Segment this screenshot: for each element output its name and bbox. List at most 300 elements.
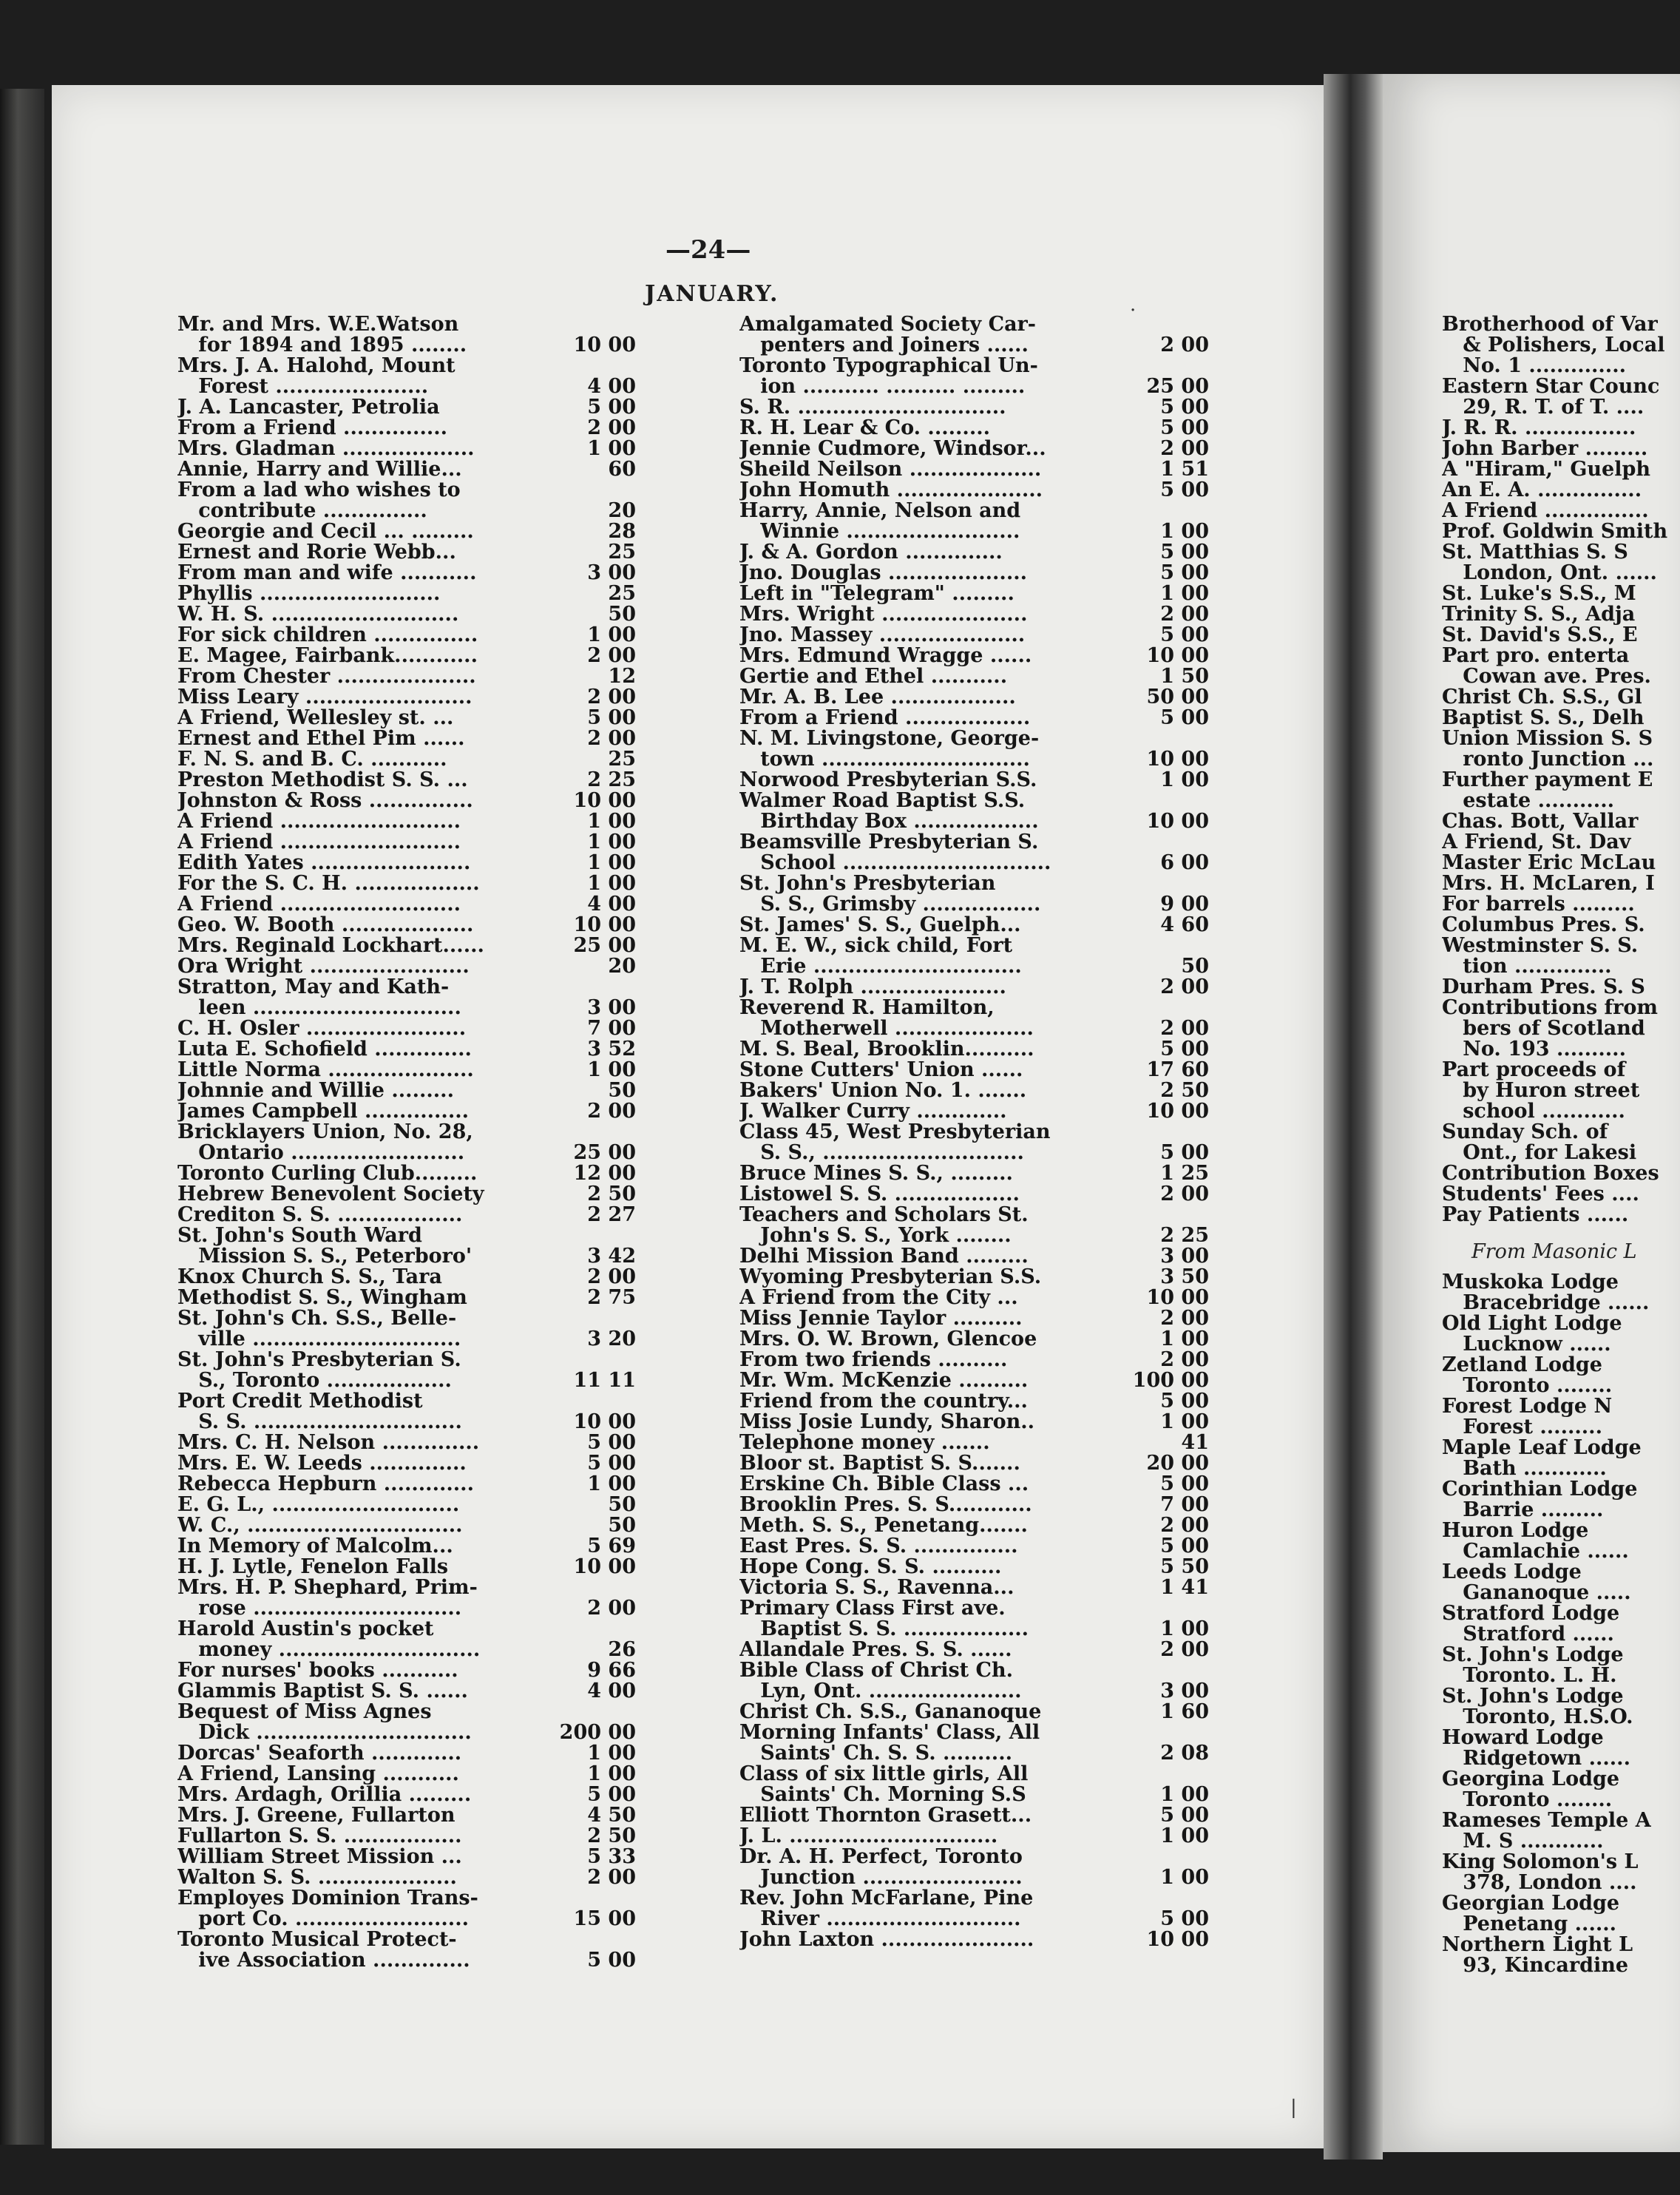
entry-amount: 5 00 [1160,1390,1209,1413]
entry-donor: Mrs. C. H. Nelson .............. [177,1433,480,1453]
entry-amount: 2 00 [1160,1348,1209,1371]
entry-amount: 9 00 [1160,893,1209,916]
ledger-entry [177,728,643,749]
ledger-column-1 [177,314,643,1971]
ledger-entry [1442,1541,1680,1562]
entry-donor: Miss Leary ........................ [177,687,472,708]
entry-donor: J. L. .............................. [739,1826,998,1847]
ledger-entry [739,936,1213,956]
ledger-entry [1442,977,1680,998]
entry-amount: 15 00 [573,1907,636,1930]
ledger-entry [1442,625,1680,646]
ledger-entry [1442,1376,1680,1396]
entry-donor: Bruce Mines S. S., ......... [739,1163,1013,1184]
ledger-entry [739,832,1213,853]
ledger-entry [739,1495,1213,1515]
ledger-entry [1442,811,1680,832]
ledger-entry [177,1660,643,1681]
ledger-entry [177,1764,643,1785]
entry-amount: 7 00 [587,1017,636,1040]
entry-amount: 4 00 [587,893,636,916]
ledger-entry [177,1640,643,1660]
ledger-entry [1442,1790,1680,1810]
entry-donor: Maple Leaf Lodge [1442,1438,1642,1458]
entry-amount: 5 00 [587,706,636,729]
entry-amount: 1 00 [587,1058,636,1081]
entry-donor: Part proceeds of [1442,1060,1626,1080]
ledger-entry [739,563,1213,584]
entry-amount: 3 00 [587,561,636,584]
ledger-entry [177,1577,643,1598]
entry-donor: Preston Methodist S. S. ... [177,770,468,791]
ledger-entry [1442,1583,1680,1603]
entry-donor: Erskine Ch. Bible Class ... [739,1474,1029,1495]
entry-donor: Toronto. L. H. [1442,1665,1617,1686]
entry-donor: Camlachie ...... [1442,1541,1629,1562]
entry-amount: 25 00 [573,1141,636,1164]
entry-amount: 2 00 [587,1100,636,1123]
ledger-entry [739,1557,1213,1577]
ledger-entry [177,977,643,998]
entry-amount: 2 00 [1160,1017,1209,1040]
entry-donor: Erie .............................. [739,956,1022,977]
entry-amount: 3 00 [1160,1245,1209,1268]
entry-amount: 5 50 [1160,1555,1209,1578]
entry-donor: Jno. Massey ..................... [739,625,1026,646]
entry-amount: 1 00 [587,1762,636,1785]
ledger-entry [739,1681,1213,1702]
entry-donor: M. S. Beal, Brooklin.......... [739,1039,1034,1060]
ledger-entry [177,1080,643,1101]
entry-amount: 5 00 [1160,416,1209,439]
ledger-entry [1442,687,1680,708]
entry-donor: Phyllis .......................... [177,584,441,604]
entry-donor: ronto Junction ... [1442,749,1654,770]
ledger-entry [177,832,643,853]
entry-donor: Rameses Temple A [1442,1810,1651,1831]
entry-donor: Stratford ...... [1442,1624,1614,1645]
ledger-entry [177,376,643,397]
entry-donor: M. E. W., sick child, Fort [739,936,1013,956]
entry-donor: Contributions from [1442,998,1658,1018]
entry-donor: leen .............................. [177,998,461,1018]
ledger-entry [1442,1603,1680,1624]
entry-amount: 28 [608,520,636,543]
entry-donor: Wyoming Presbyterian S.S. [739,1267,1042,1288]
ledger-entry [739,1267,1213,1288]
entry-donor: Motherwell .................... [739,1018,1034,1039]
ledger-entry [739,1847,1213,1867]
entry-donor: Hope Cong. S. S. .......... [739,1557,1002,1577]
entry-donor: Union Mission S. S [1442,728,1653,749]
entry-donor: Huron Lodge [1442,1521,1589,1541]
entry-amount: 50 [608,1493,636,1516]
ledger-entry [1442,1313,1680,1334]
entry-donor: Ora Wright ....................... [177,956,470,977]
entry-amount: 5 00 [587,396,636,419]
ledger-entry [1442,1018,1680,1039]
entry-donor: Chas. Bott, Vallar [1442,811,1639,832]
ledger-entry [177,749,643,770]
entry-donor: Amalgamated Society Car- [739,314,1036,335]
entry-donor: No. 1 .............. [1442,356,1626,376]
entry-donor: Walmer Road Baptist S.S. [739,791,1026,811]
ledger-entry [1442,1914,1680,1935]
entry-donor: Sheild Neilson ................... [739,459,1042,480]
entry-donor: Harold Austin's pocket [177,1619,434,1640]
ledger-entry [1442,791,1680,811]
ledger-entry [1442,1396,1680,1417]
entry-donor: Muskoka Lodge [1442,1272,1619,1293]
entry-donor: S. S., ............................. [739,1143,1024,1163]
ledger-entry [1442,1728,1680,1748]
entry-donor: Meth. S. S., Penetang....... [739,1515,1028,1536]
entry-donor: Fullarton S. S. ................. [177,1826,462,1847]
entry-amount: 25 [608,541,636,564]
entry-donor: A "Hiram," Guelph [1442,459,1650,480]
entry-donor: Students' Fees .... [1442,1184,1639,1205]
entry-donor: Trinity S. S., Adja [1442,604,1636,625]
ledger-entry [1442,666,1680,687]
ledger-entry [1442,915,1680,936]
ledger-entry [1442,1355,1680,1376]
entry-donor: Eastern Star Counc [1442,376,1660,397]
entry-donor: Employes Dominion Trans- [177,1888,478,1909]
ledger-entry [177,480,643,501]
ledger-entry [739,1412,1213,1433]
ledger-entry [1442,1334,1680,1355]
entry-donor: Glammis Baptist S. S. ...... [177,1681,468,1702]
entry-amount: 20 00 [1146,1452,1209,1475]
ledger-entry [739,1660,1213,1681]
ledger-entry [739,1205,1213,1225]
entry-donor: Brotherhood of Var [1442,314,1658,335]
ink-mark: · [1130,300,1137,322]
ledger-entry [177,1060,643,1080]
ledger-entry [1442,749,1680,770]
ledger-entry [177,1391,643,1412]
ledger-entry [1442,584,1680,604]
ledger-entry [739,356,1213,376]
entry-amount: 1 00 [587,810,636,833]
ledger-entry [177,356,643,376]
entry-donor: J. & A. Gordon .............. [739,542,1003,563]
entry-amount: 100 00 [1132,1369,1209,1392]
entry-donor: Mrs. O. W. Brown, Glencoe [739,1329,1037,1350]
entry-donor: From Chester .................... [177,666,476,687]
entry-amount: 2 00 [587,1597,636,1620]
entry-donor: 378, London .... [1442,1873,1637,1893]
entry-donor: A Friend, Wellesley st. ... [177,708,454,728]
ledger-entry [1442,1163,1680,1184]
entry-donor: Annie, Harry and Willie... [177,459,462,480]
entry-amount: 10 00 [573,913,636,936]
ledger-entry [177,956,643,977]
entry-donor: money ............................. [177,1640,481,1660]
entry-donor: ion ........... .......... ......... [739,376,1026,397]
entry-amount: 60 [608,458,636,481]
entry-donor: contribute ............... [177,501,427,521]
entry-donor: Birthday Box .................. [739,811,1039,832]
ledger-entry [177,335,643,356]
entry-donor: St. David's S.S., E [1442,625,1638,646]
ledger-entry [177,1225,643,1246]
entry-amount: 5 00 [1160,1907,1209,1930]
entry-donor: town .............................. [739,749,1030,770]
entry-donor: Johnston & Ross ............... [177,791,473,811]
ledger-entry [739,1743,1213,1764]
ledger-entry [177,418,643,439]
entry-donor: S., Toronto .................. [177,1370,452,1391]
entry-donor: Stone Cutters' Union ...... [739,1060,1023,1080]
entry-amount: 25 00 [573,934,636,957]
entry-amount: 2 00 [587,686,636,708]
entry-amount: 2 00 [1160,334,1209,356]
ledger-entry [1442,1707,1680,1728]
entry-amount: 3 50 [1160,1265,1209,1288]
ledger-entry [177,1205,643,1225]
ledger-entry [1442,1810,1680,1831]
entry-donor: Hebrew Benevolent Society [177,1184,484,1205]
entry-amount: 50 [1181,955,1209,978]
entry-donor: E. Magee, Fairbank............ [177,646,478,666]
entry-donor: Mrs. Edmund Wragge ...... [739,646,1032,666]
entry-donor: Georgie and Cecil ... ......... [177,521,474,542]
ledger-entry [177,542,643,563]
ledger-entry [739,335,1213,356]
ledger-entry [739,542,1213,563]
entry-donor: Saints' Ch. Morning S.S [739,1785,1026,1805]
ledger-entry [1442,1500,1680,1521]
ledger-entry [739,1888,1213,1909]
entry-amount: 10 00 [573,334,636,356]
entry-donor: Mrs. E. W. Leeds .............. [177,1453,467,1474]
entry-amount: 4 00 [587,1680,636,1702]
entry-donor: John Homuth ..................... [739,480,1043,501]
entry-amount: 3 20 [587,1328,636,1350]
ledger-entry [177,1412,643,1433]
section-heading-masonic: From Masonic L [1471,1240,1637,1263]
entry-amount: 2 75 [587,1286,636,1309]
entry-donor: St. John's Lodge [1442,1686,1624,1707]
ledger-entry [177,1867,643,1888]
entry-donor: St. Luke's S.S., M [1442,584,1636,604]
ledger-entry [739,584,1213,604]
entry-amount: 25 [608,582,636,605]
entry-amount: 1 50 [1160,665,1209,688]
ledger-entry [739,873,1213,894]
entry-donor: From a Friend .................. [739,708,1031,728]
ledger-entry [739,1722,1213,1743]
entry-donor: port Co. ......................... [177,1909,470,1929]
ledger-entry [177,1598,643,1619]
ink-mark: | [1290,2097,1297,2119]
entry-amount: 5 00 [1160,1804,1209,1827]
ledger-column-3 [1442,314,1680,1976]
entry-donor: ville .............................. [177,1329,461,1350]
entry-donor: Saints' Ch. S. S. .......... [739,1743,1013,1764]
ledger-entry [177,1122,643,1143]
ledger-entry [1442,563,1680,584]
entry-donor: Leeds Lodge [1442,1562,1582,1583]
ledger-entry [739,1080,1213,1101]
entry-amount: 5 33 [587,1845,636,1868]
entry-donor: John Barber ......... [1442,439,1648,459]
entry-donor: E. G. L., ........................... [177,1495,460,1515]
ledger-entry [739,791,1213,811]
entry-donor: Toronto Curling Club......... [177,1163,478,1184]
entry-donor: Junction ....................... [739,1867,1023,1888]
entry-donor: Friend from the country... [739,1391,1028,1412]
entry-amount: 20 [608,499,636,522]
entry-donor: Jennie Cudmore, Windsor... [739,439,1046,459]
ledger-entry [739,1225,1213,1246]
entry-donor: Mrs. Wright ..................... [739,604,1028,625]
entry-donor: River ............................ [739,1909,1021,1929]
entry-donor: C. H. Osler ....................... [177,1018,467,1039]
entry-amount: 5 00 [1160,1472,1209,1495]
entry-amount: 4 60 [1160,913,1209,936]
ledger-entry [177,1515,643,1536]
ledger-entry [177,1288,643,1308]
entry-donor: A Friend ............... [1442,501,1649,521]
entry-donor: Mrs. Gladman ................... [177,439,475,459]
entry-donor: bers of Scotland [1442,1018,1645,1039]
entry-amount: 1 00 [1160,1617,1209,1640]
entry-amount: 4 00 [587,375,636,398]
ledger-entry [739,749,1213,770]
ledger-entry [739,459,1213,480]
entry-amount: 3 42 [587,1245,636,1268]
entry-donor: 93, Kincardine [1442,1955,1629,1976]
entry-donor: From two friends .......... [739,1350,1008,1370]
entry-donor: Mrs. Reginald Lockhart...... [177,936,484,956]
entry-amount: 2 00 [1160,1514,1209,1537]
entry-amount: 5 00 [1160,1141,1209,1164]
ledger-entry [177,1495,643,1515]
ledger-entry [1442,1686,1680,1707]
entry-donor: Bakers' Union No. 1. ....... [739,1080,1027,1101]
entry-amount: 2 00 [587,1265,636,1288]
entry-donor: J. R. R. ................ [1442,418,1636,439]
ledger-entry [1442,1143,1680,1163]
entry-donor: Rebecca Hepburn ............. [177,1474,474,1495]
ledger-entry [739,1391,1213,1412]
entry-donor: Columbus Pres. S. [1442,915,1645,936]
entry-donor: Mrs. H. P. Shephard, Prim- [177,1577,478,1598]
ledger-entry [739,1122,1213,1143]
ledger-entry [177,501,643,521]
entry-amount: 10 00 [1146,1286,1209,1309]
entry-donor: Lucknow ...... [1442,1334,1611,1355]
entry-amount: 25 [608,748,636,771]
entry-donor: Christ Ch. S.S., Gananoque [739,1702,1042,1722]
ledger-entry [1442,1122,1680,1143]
entry-donor: Winnie ......................... [739,521,1020,542]
ledger-entry [739,646,1213,666]
entry-amount: 1 00 [587,831,636,853]
ledger-entry [739,314,1213,335]
entry-amount: 200 00 [559,1721,636,1744]
ledger-entry [739,1702,1213,1722]
entry-amount: 5 00 [1160,706,1209,729]
ledger-entry [177,1370,643,1391]
entry-donor: penters and Joiners ...... [739,335,1029,356]
entry-donor: Zetland Lodge [1442,1355,1602,1376]
ledger-entry [1442,1852,1680,1873]
ledger-entry [739,770,1213,791]
entry-amount: 10 00 [1146,748,1209,771]
ledger-entry [1442,646,1680,666]
entry-donor: From man and wife ........... [177,563,477,584]
ledger-entry [1442,1293,1680,1313]
ledger-entry [1442,1039,1680,1060]
entry-amount: 12 [608,665,636,688]
ledger-entry [739,1536,1213,1557]
ledger-entry [177,873,643,894]
entry-donor: Stratton, May and Kath- [177,977,450,998]
entry-donor: Mission S. S., Peterboro' [177,1246,472,1267]
ledger-entry [1442,936,1680,956]
ledger-entry [739,853,1213,873]
entry-donor: Stratford Lodge [1442,1603,1620,1624]
entry-amount: 1 25 [1160,1162,1209,1185]
entry-donor: London, Ont. ...... [1442,563,1657,584]
entry-donor: Left in "Telegram" ......... [739,584,1015,604]
entry-donor: M. S ............ [1442,1831,1604,1852]
entry-donor: W. C., ............................... [177,1515,463,1536]
ledger-entry [177,1246,643,1267]
ledger-entry [739,1515,1213,1536]
entry-amount: 1 00 [1160,1866,1209,1889]
ledger-entry [739,418,1213,439]
entry-donor: Toronto, H.S.O. [1442,1707,1633,1728]
ledger-entry [177,1267,643,1288]
entry-amount: 7 00 [1160,1493,1209,1516]
ledger-entry [177,1785,643,1805]
entry-donor: Miss Jennie Taylor .......... [739,1308,1023,1329]
ledger-entry [739,1785,1213,1805]
entry-donor: John's S. S., York ........ [739,1225,1012,1246]
ledger-entry [1442,1417,1680,1438]
entry-amount: 2 50 [1160,1079,1209,1102]
entry-amount: 2 50 [587,1824,636,1847]
entry-amount: 12 00 [573,1162,636,1185]
ledger-entry [177,314,643,335]
ledger-entry [177,1847,643,1867]
entry-donor: Mrs. J. Greene, Fullarton [177,1805,455,1826]
entry-donor: Geo. W. Booth ................... [177,915,474,936]
ledger-entry [1442,1873,1680,1893]
ledger-entry [177,853,643,873]
entry-amount: 17 60 [1146,1058,1209,1081]
ledger-entry [739,439,1213,459]
ledger-entry [1442,1893,1680,1914]
entry-donor: In Memory of Malcolm... [177,1536,453,1557]
ledger-entry [177,770,643,791]
entry-donor: Miss Josie Lundy, Sharon.. [739,1412,1035,1433]
entry-donor: J. T. Rolph ..................... [739,977,1006,998]
entry-donor: Forest Lodge N [1442,1396,1613,1417]
entry-donor: Part pro. enterta [1442,646,1630,666]
entry-donor: For the S. C. H. .................. [177,873,480,894]
ledger-entry [739,1039,1213,1060]
entry-donor: Toronto ........ [1442,1376,1613,1396]
entry-amount: 10 00 [1146,1100,1209,1123]
entry-donor: Old Light Lodge [1442,1313,1622,1334]
entry-donor: Baptist S. S., Delh [1442,708,1645,728]
entry-donor: Georgian Lodge [1442,1893,1620,1914]
